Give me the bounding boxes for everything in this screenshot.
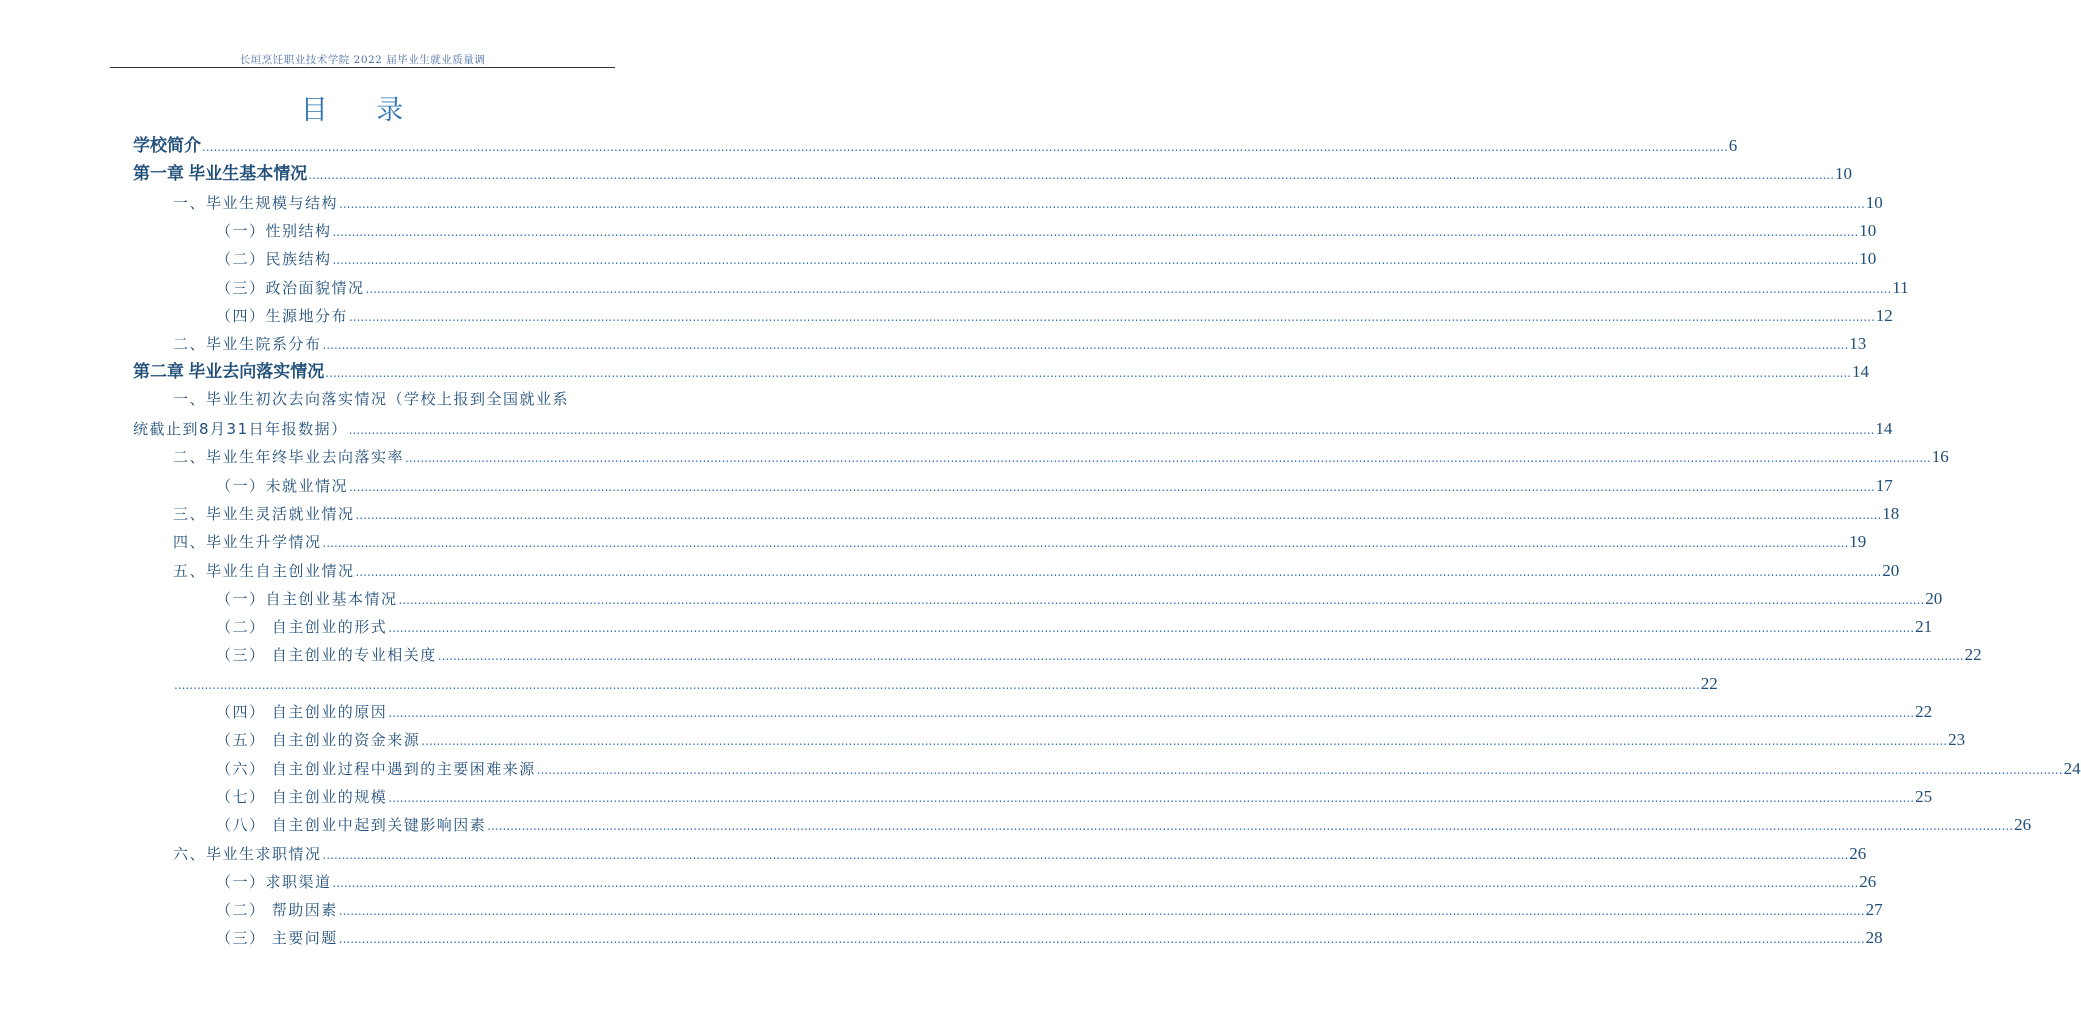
toc-entry-label: 第一章 毕业生基本情况 [133,164,308,184]
dot-leader: ................................................................................................................................................................................................................................................................................................................................................................................................................ [388,621,1915,636]
toc-entry-label: 五、毕业生自主创业情况 [173,561,355,580]
toc-entry-label: （二） 帮助因素 [216,901,338,920]
dot-leader: ................................................................................................................................................................................................................................................................................................................................................................................................................ [348,423,1875,437]
toc-entry-page: 23 [1948,730,1966,750]
toc-entry-page: 22 [1915,702,1933,721]
dot-leader: ................................................................................................................................................................................................................................................................................................................................................................................................................ [322,847,1849,862]
toc-entry[interactable] [133,411,1893,439]
dot-leader: ................................................................................................................................................................................................................................................................................................................................................................................................................ [332,875,1859,890]
toc-entry-page: 13 [1849,334,1867,354]
toc-entry[interactable] [216,581,1943,609]
dot-leader: ................................................................................................................................................................................................................................................................................................................................................................................................................ [355,564,1882,579]
toc-entry-label: （五） 自主创业的资金来源 [216,731,421,750]
toc-entry-page: 22 [1964,645,1982,665]
toc-title: 目 录 [300,95,424,126]
toc-entry[interactable] [216,270,1909,298]
toc-entry[interactable] [216,751,2081,779]
toc-entry[interactable] [173,439,1949,467]
page-header: 长垣烹饪职业技术学院 2022 届毕业生就业质量调 [239,54,486,66]
dot-leader: ................................................................................................................................................................................................................................................................................................................................................................................................................ [202,140,1728,154]
toc-entry[interactable] [133,354,1870,382]
dot-leader: ................................................................................................................................................................................................................................................................................................................................................................................................................ [308,168,1835,183]
toc-entry-page: 11 [1892,277,1909,297]
toc-entry-page: 16 [1931,447,1949,467]
toc-entry-label: （八） 自主创业中起到关键影响因素 [216,816,487,835]
toc-entry-page: 10 [1835,164,1853,184]
toc-entry[interactable] [216,298,1893,326]
dot-leader: ................................................................................................................................................................................................................................................................................................................................................................................................................ [338,904,1865,919]
toc-entry-label: （三） 主要问题 [216,929,338,948]
toc-entry[interactable] [216,807,2032,835]
dot-leader: ................................................................................................................................................................................................................................................................................................................................................................................................................ [388,790,1915,805]
toc-entry-page: 26 [2014,815,2032,835]
toc-entry[interactable] [216,920,1883,948]
toc-entry-page: 27 [1865,900,1883,920]
toc-entry-page: 10 [1865,192,1883,212]
toc-entry-page: 25 [1915,786,1933,806]
toc-entry-page: 20 [1925,588,1943,608]
toc-entry[interactable] [216,779,1933,807]
toc-entry-label: （二） 自主创业的形式 [216,618,388,637]
toc-entry[interactable] [173,666,1718,694]
toc-entry[interactable] [173,326,1867,354]
toc-entry-label: （一）性别结构 [216,221,332,240]
dot-leader: ................................................................................................................................................................................................................................................................................................................................................................................................................ [388,706,1915,720]
dot-leader: ................................................................................................................................................................................................................................................................................................................................................................................................................ [349,479,1875,494]
toc-entry-label: 三、毕业生灵活就业情况 [173,504,355,523]
toc-entry-page: 22 [1700,673,1718,693]
dot-leader: ................................................................................................................................................................................................................................................................................................................................................................................................................ [487,819,2014,834]
dot-leader: ................................................................................................................................................................................................................................................................................................................................................................................................................ [332,253,1859,268]
toc-entry[interactable]: 一、毕业生初次去向落实情况（学校上报到全国就业系 [173,389,570,408]
toc-entry-page: 26 [1849,843,1867,863]
dot-leader: ................................................................................................................................................................................................................................................................................................................................................................................................................ [405,451,1931,466]
dot-leader: ................................................................................................................................................................................................................................................................................................................................................................................................................ [322,536,1849,551]
dot-leader: ................................................................................................................................................................................................................................................................................................................................................................................................................ [437,649,1964,664]
toc-entry-label: 二、毕业生年终毕业去向落实率 [173,448,405,467]
dot-leader: ................................................................................................................................................................................................................................................................................................................................................................................................................ [325,366,1852,381]
toc-entry-page: 26 [1859,871,1877,891]
toc-entry-page: 10 [1859,220,1877,240]
toc-entry-page: 18 [1882,503,1900,523]
toc-entry-label: （二）民族结构 [216,250,332,269]
toc-entry[interactable] [173,553,1900,581]
dot-leader: ................................................................................................................................................................................................................................................................................................................................................................................................................ [332,224,1859,239]
toc-entry[interactable] [216,892,1883,920]
toc-entry-label: 一、毕业生规模与结构 [173,193,339,212]
toc-entry-label: （四）生源地分布 [216,306,349,325]
toc-entry-label: （一）未就业情况 [216,476,349,495]
toc-entry-page: 6 [1728,136,1738,155]
toc-entry-label: 六、毕业生求职情况 [173,844,322,863]
dot-leader: ................................................................................................................................................................................................................................................................................................................................................................................................................ [421,734,1948,749]
toc-entry-page: 14 [1852,362,1870,382]
toc-entry[interactable] [173,496,1900,524]
toc-entry[interactable] [133,128,1738,156]
dot-leader: ................................................................................................................................................................................................................................................................................................................................................................................................................ [355,507,1882,522]
toc-entry-label: （三）政治面貌情况 [216,278,365,297]
toc-entry-page: 19 [1849,532,1867,552]
toc-entry-label: （一）自主创业基本情况 [216,589,398,608]
toc-entry-label: 第二章 毕业去向落实情况 [133,362,325,382]
toc-entry[interactable] [173,524,1867,552]
toc-entry[interactable] [216,864,1877,892]
toc-entry[interactable] [216,213,1877,241]
dot-leader: ................................................................................................................................................................................................................................................................................................................................................................................................................ [536,762,2063,777]
toc-entry-label: （一）求职渠道 [216,872,332,891]
toc-entry[interactable] [173,185,1883,213]
dot-leader: ................................................................................................................................................................................................................................................................................................................................................................................................................ [338,932,1865,947]
toc-entry-label: （三） 自主创业的专业相关度 [216,646,437,665]
toc-entry-page: 14 [1875,419,1893,438]
toc-entry-page: 20 [1882,560,1900,580]
dot-leader: ................................................................................................................................................................................................................................................................................................................................................................................................................ [365,281,1892,296]
toc-entry[interactable] [216,694,1933,722]
toc-entry-label: （六） 自主创业过程中遇到的主要困难来源 [216,759,536,778]
toc-entry-page: 10 [1859,249,1877,269]
toc-entry-label: 四、毕业生升学情况 [173,533,322,552]
toc-entry[interactable] [133,156,1853,184]
toc-entry-label: （七） 自主创业的规模 [216,787,388,806]
toc-entry[interactable] [216,241,1877,269]
toc-entry-label: 二、毕业生院系分布 [173,335,322,354]
toc-entry-page: 12 [1875,305,1893,325]
dot-leader: ................................................................................................................................................................................................................................................................................................................................................................................................................ [398,592,1925,607]
toc-entry-page: 24 [2063,758,2081,778]
toc-entry[interactable] [216,468,1893,496]
header-rule [110,67,615,68]
toc-entry[interactable] [216,609,1933,637]
toc-entry-label: 学校简介 [133,136,201,155]
toc-entry-page: 21 [1915,617,1933,637]
toc-entry-page: 17 [1875,475,1893,495]
toc-entry[interactable] [216,637,1982,665]
toc-entry-page: 28 [1865,928,1883,948]
toc-entry-label: 统截止到8月31日年报数据） [133,420,348,438]
toc-entry-label: （四） 自主创业的原因 [216,703,388,721]
dot-leader: ................................................................................................................................................................................................................................................................................................................................................................................................................ [174,677,1700,692]
dot-leader: ................................................................................................................................................................................................................................................................................................................................................................................................................ [322,338,1849,353]
toc-entry[interactable] [173,836,1867,864]
dot-leader: ................................................................................................................................................................................................................................................................................................................................................................................................................ [349,309,1875,324]
dot-leader: ................................................................................................................................................................................................................................................................................................................................................................................................................ [339,196,1865,211]
toc-entry[interactable] [216,722,1966,750]
